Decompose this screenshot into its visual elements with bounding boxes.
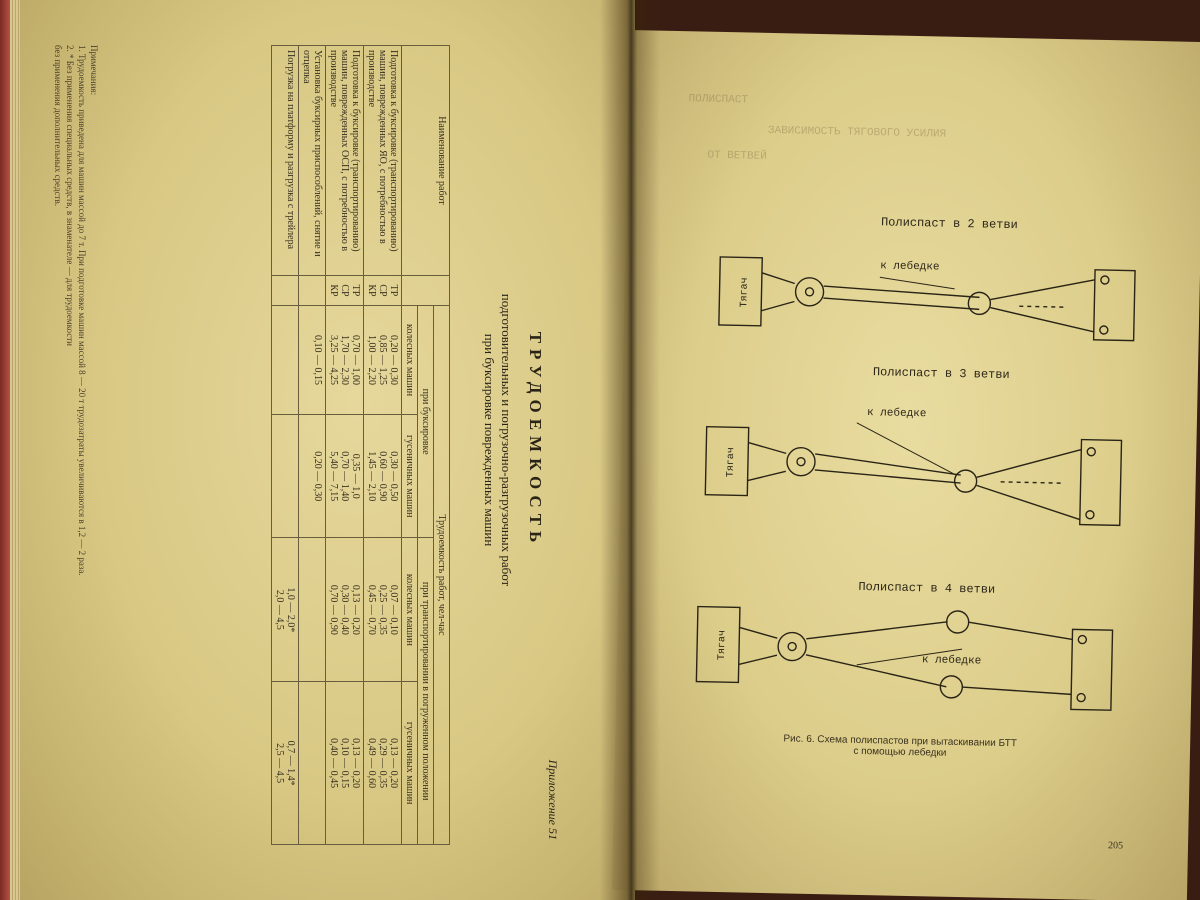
cell-value: 0,13 — 0,20 0,29 — 0,35 0,49 — 0,60 xyxy=(364,682,402,845)
row-label: Установка буксирных приспособлений, снятие и отцепка xyxy=(299,46,326,276)
pulley-block-icon xyxy=(954,470,976,492)
page-title: ТРУДОЕМКОСТЬ xyxy=(526,331,545,549)
diagram1-title: Полиспаст в 2 ветви xyxy=(880,215,1018,233)
table-row xyxy=(364,46,402,845)
row-codes xyxy=(299,276,326,306)
row-label: Подготовка к буксировке (транспортированию) машин, поврежденных ЯО, с потребностью в производстве xyxy=(364,46,402,276)
pulley-block-icon xyxy=(946,611,968,633)
diagram2-winch-label: к лебедке xyxy=(866,407,927,421)
table-row xyxy=(299,46,326,845)
cell-value: 0,07 — 0,10 0,25 — 0,35 0,45 — 0,70 xyxy=(364,538,402,682)
cell-value: 0,7 — 1,4* 2,5 — 4,5 xyxy=(272,682,299,845)
cell-value xyxy=(299,538,326,682)
note-item: 1. Трудоемкость приведена для машин массой до 7 т. При подготовке машин массой 8 — 20 т трудозатраты увеличиваются в 1,2 — 2 раза. xyxy=(77,45,87,576)
cell-value: 0,20 — 0,30 0,85 — 1,25 1,00 — 2,20 xyxy=(364,306,402,415)
cell-value: 0,35 — 1,0 0,70 — 1,40 5,40 — 7,15 xyxy=(326,415,364,538)
cell-value xyxy=(299,682,326,845)
header-transport: при транспортировании в погруженном положении xyxy=(418,538,434,845)
subtitle-line1: подготовительных и погрузочно-разгрузочных работ xyxy=(499,293,514,587)
faded-text-line: ПОЛИСПАСТ xyxy=(688,93,749,107)
pulley-block-icon xyxy=(968,292,990,314)
header-wheel: колесных машин xyxy=(402,538,418,682)
labor-table xyxy=(271,45,450,845)
cell-value: 0,70 — 1,00 1,70 — 2,30 3,25 — 4,25 xyxy=(326,306,364,415)
cell-value: 1,0 — 2,0* 2,0 — 4,5 xyxy=(272,538,299,682)
tractor-label: Тягач xyxy=(725,447,738,478)
header-tracked: гусеничных машин xyxy=(402,415,418,538)
header-code xyxy=(402,276,450,306)
tractor-label: Тягач xyxy=(739,277,751,308)
figure-caption-line1: Рис. 6. Схема полиспастов при вытаскивании БТТ xyxy=(783,733,1018,750)
header-tracked: гусеничных машин xyxy=(402,682,418,845)
pulley-block-icon xyxy=(940,676,962,698)
row-codes: ТР СР КР xyxy=(326,276,364,306)
cell-value: 0,13 — 0,20 0,10 — 0,15 0,40 — 0,45 xyxy=(326,682,364,845)
table-header-row xyxy=(434,46,450,845)
row-label: Погрузка на платформу и разгрузка с трейлера xyxy=(272,46,299,276)
diagram2-title: Полиспаст в 3 ветви xyxy=(872,365,1010,383)
right-page xyxy=(612,30,1200,900)
diagram3-winch-label: к лебедке xyxy=(921,654,982,668)
note-item: без применения дополнительных средств. xyxy=(53,45,63,206)
page-subtitle xyxy=(481,10,515,870)
page-number: 205 xyxy=(1107,840,1124,852)
note-item: 2. * Без применения специальных средств, в знаменателе — для трудоемкости xyxy=(65,45,75,346)
table-row xyxy=(326,46,364,845)
row-codes: ТР СР КР xyxy=(364,276,402,306)
appendix-label: Приложение 51 xyxy=(546,759,560,840)
diagram1-winch-label: к лебедке xyxy=(879,260,940,274)
header-work-name: Наименование работ xyxy=(402,46,450,276)
cell-value xyxy=(272,415,299,538)
pulley-diagram-2-branches xyxy=(719,257,1135,341)
subtitle-line2: при буксировке поврежденных машин xyxy=(482,333,497,547)
tractor-label: Тягач xyxy=(716,629,729,661)
cell-value: 0,13 — 0,20 0,30 — 0,40 0,70 — 0,90 xyxy=(326,538,364,682)
notes-label: Примечания: xyxy=(89,45,99,96)
cell-value: 0,20 — 0,30 xyxy=(299,415,326,538)
header-tow: при буксировке xyxy=(418,306,434,538)
row-codes xyxy=(272,276,299,306)
pulley-diagrams xyxy=(612,30,1200,900)
cell-value xyxy=(272,306,299,415)
figure-caption-line2: с помощью лебедки xyxy=(853,745,947,759)
faded-text-line: ОТ ВЕТВЕЙ xyxy=(707,149,767,163)
diagram3-title: Полиспаст в 4 ветви xyxy=(858,579,996,597)
header-wheel: колесных машин xyxy=(402,306,418,415)
pulley-block-icon xyxy=(778,632,807,661)
pulley-diagram-4-branches xyxy=(696,606,1113,711)
cell-value: 0,30 — 0,50 0,60 — 0,90 1,45 — 2,10 xyxy=(364,415,402,538)
book-gutter-shadow xyxy=(600,0,660,900)
left-page-content xyxy=(55,10,655,870)
cell-value: 0,10 — 0,15 xyxy=(299,306,326,415)
pulley-block-icon xyxy=(795,278,824,307)
table-row xyxy=(272,46,299,845)
row-label: Подготовка к буксировке (транспортированию) машин, поврежденных ОСП, с потребностью в производстве xyxy=(326,46,364,276)
header-labor: Трудоемкость работ, чел-час xyxy=(434,306,450,845)
pulley-diagram-3-branches xyxy=(705,420,1122,526)
pulley-block-icon xyxy=(787,447,816,476)
faded-text-line: ЗАВИСИМОСТЬ ТЯГОВОГО УСИЛИЯ xyxy=(767,124,947,141)
table-notes xyxy=(52,45,100,845)
